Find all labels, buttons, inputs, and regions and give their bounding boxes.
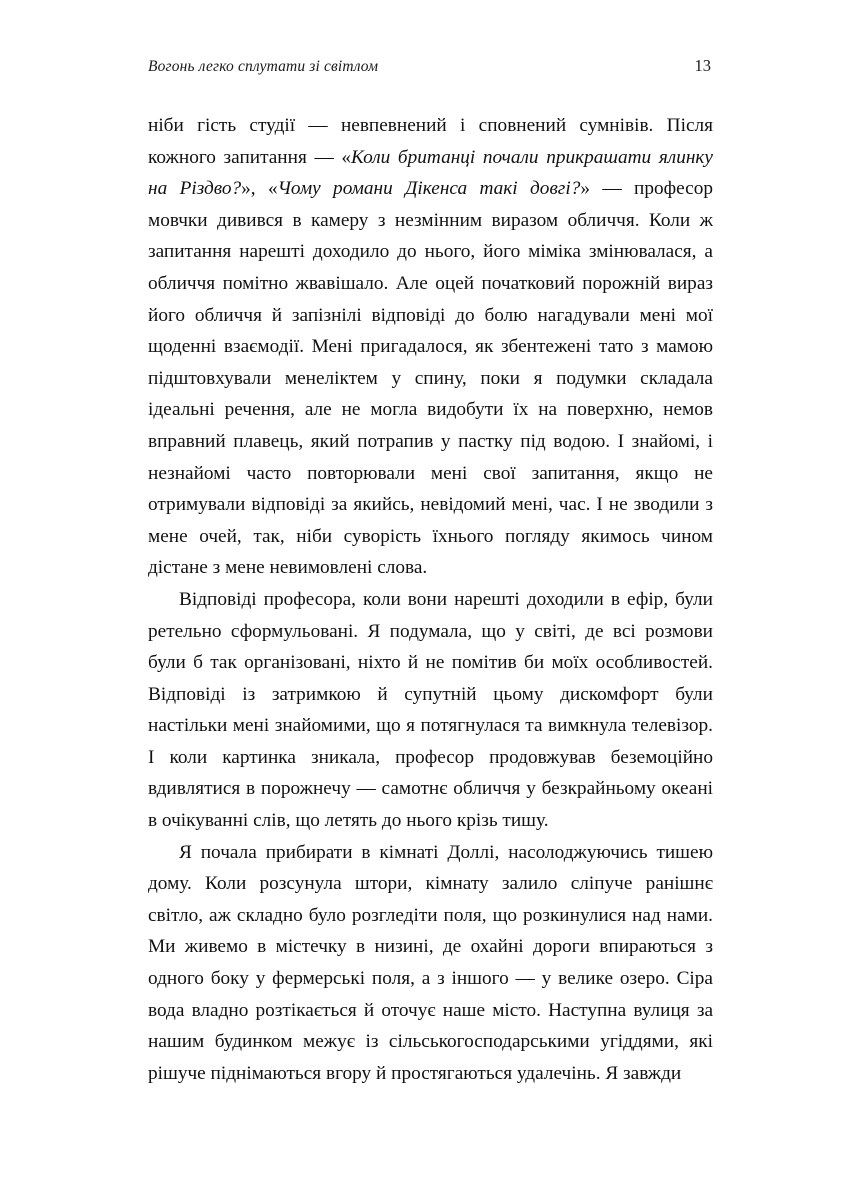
paragraph	[148, 584, 713, 837]
paragraph	[148, 110, 713, 584]
page-number: 13	[694, 56, 711, 75]
text-run: » — професор мовчки дивився в камеру з незмінним виразом обличчя. Коли ж запитання нарешті доходило до нього, його міміка змінювалася, а обличчя помітно жвавішало. Але оцей початковий порожній вираз його обличчя й запізнілі відповіді до болю нагадували мені мої щоденні взаємодії. Мені пригадалося, як збентежені тато з мамою підштовхували менеліктем у спину, поки я подумки складала ідеальні речення, але не могла видобути їх на поверхню, немов вправний плавець, який потрапив у пастку під водою. І знайомі, і незнайомі часто повторювали мені свої запитання, якщо не отримували відповіді за якийсь, невідомий мені, час. І не зводили з мене очей, так, ніби суворість їхнього погляду якимось чином дістане з мене невимовлені слова.	[148, 178, 713, 579]
text-run: Відповіді професора, коли вони нарешті доходили в ефір, були ретельно сформульовані. Я подумала, що у світі, де всі розмови були б так організовані, ніхто й не помітив би моїх особливостей. Відповіді із затримкою й супутній цьому дискомфорт були настільки мені знайомими, що я потягнулася та вимкнула телевізор. І коли картинка зникала, професор продовжував беземоційно вдивлятися в порожнечу — самотнє обличчя у безкрайньому океані в очікуванні слів, що летять до нього крізь тишу.	[148, 588, 713, 832]
text-run: ніби гість студії — невпевнений і сповнений сумнівів. Після кожного запитання — «	[148, 115, 713, 168]
running-head	[148, 56, 713, 76]
paragraph	[148, 837, 713, 1090]
body-text	[148, 110, 713, 1089]
italic-run: Чому романи Дікенса такі довгі?	[277, 178, 581, 200]
running-head-title: Вогонь легко сплутати зі світлом	[148, 58, 379, 75]
text-run: », «	[241, 178, 278, 200]
italic-run: Коли британці почали прикрашати ялинку на Різдво?	[148, 146, 713, 200]
text-run: Я почала прибирати в кімнаті Доллі, насолоджуючись тишею дому. Коли розсунула штори, кімнату залило сліпуче ранішнє світло, аж складно було розгледіти поля, що розкинулися над нами. Ми живемо в містечку в низині, де охайні дороги впираються з одного боку у фермерські поля, а з іншого — у велике озеро. Сіра вода владно розтікається й оточує наше місто. Наступна вулиця за нашим будинком межує із сільськогосподарськими угіддями, які рішуче піднімаються вгору й простягаються удалечінь. Я завжди	[148, 841, 713, 1084]
page-content	[148, 56, 713, 1089]
